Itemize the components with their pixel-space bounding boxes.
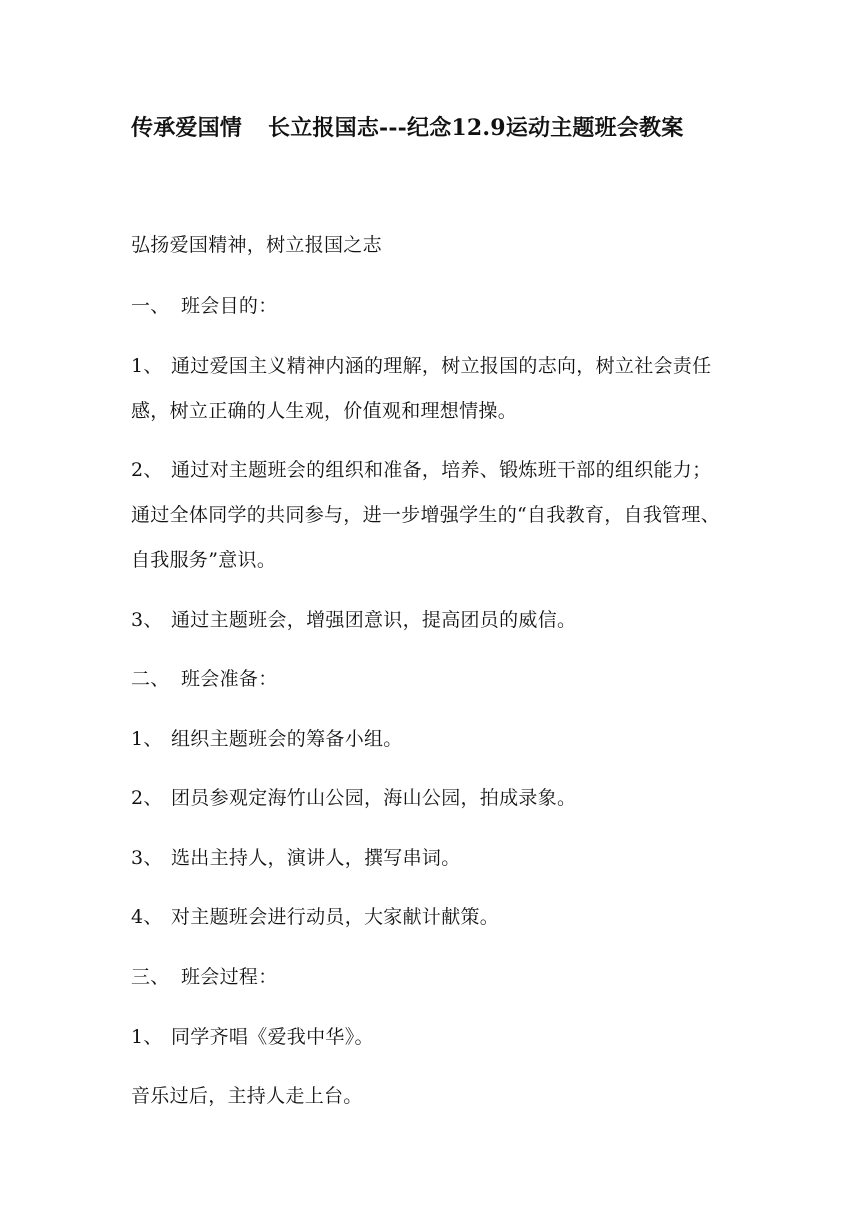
section-1-item-1 bbox=[131, 350, 711, 382]
section-1-title: 班会目的： bbox=[181, 295, 278, 317]
item-text: 对主题班会进行动员，大家献计献策。 bbox=[171, 906, 500, 928]
section-2-title: 班会准备： bbox=[181, 668, 278, 690]
item-text: 组织主题班会的筹备小组。 bbox=[171, 728, 403, 750]
section-3-note: 音乐过后，主持人走上台。 bbox=[131, 1085, 363, 1107]
item-text: 通过主题班会，增强团意识，提高团员的威信。 bbox=[171, 609, 577, 631]
title-part-2: 长立报国志---纪念12.9运动主题班会教案 bbox=[268, 115, 684, 141]
section-2-item-4 bbox=[131, 901, 499, 933]
section-1-item-2-continued-2: 自我服务”意识。 bbox=[131, 549, 277, 571]
section-3-number: 三、 bbox=[131, 966, 170, 988]
section-2-item-1 bbox=[131, 723, 403, 755]
item-number: 3、 bbox=[131, 847, 163, 869]
section-2-number: 二、 bbox=[131, 668, 170, 690]
section-3-title: 班会过程： bbox=[181, 966, 278, 988]
section-1-item-3 bbox=[131, 604, 576, 636]
item-text: 选出主持人，演讲人，撰写串词。 bbox=[171, 847, 461, 869]
section-3-item-1 bbox=[131, 1021, 374, 1053]
item-text: 同学齐唱《爱我中华》。 bbox=[171, 1026, 374, 1048]
section-2-item-3 bbox=[131, 842, 461, 874]
section-2-heading bbox=[131, 663, 278, 695]
document-subtitle: 弘扬爱国精神，树立报国之志 bbox=[131, 234, 382, 256]
item-number: 1、 bbox=[131, 355, 163, 377]
section-1-item-1-continued: 感，树立正确的人生观，价值观和理想情操。 bbox=[131, 400, 518, 422]
section-2-item-2 bbox=[131, 782, 576, 814]
item-number: 2、 bbox=[131, 459, 163, 481]
item-number: 3、 bbox=[131, 609, 163, 631]
title-part-1: 传承爱国情 bbox=[131, 115, 243, 141]
section-1-number: 一、 bbox=[131, 295, 170, 317]
section-1-item-2-continued-1: 通过全体同学的共同参与，进一步增强学生的“自我教育，自我管理、 bbox=[131, 504, 721, 526]
item-number: 4、 bbox=[131, 906, 163, 928]
item-number: 2、 bbox=[131, 787, 163, 809]
section-1-heading bbox=[131, 290, 278, 322]
item-text: 通过对主题班会的组织和准备，培养、锻炼班干部的组织能力； bbox=[171, 459, 712, 481]
document-title bbox=[131, 110, 771, 146]
item-text: 团员参观定海竹山公园，海山公园，拍成录象。 bbox=[171, 787, 577, 809]
item-text: 通过爱国主义精神内涵的理解，树立报国的志向，树立社会责任 bbox=[171, 355, 712, 377]
item-number: 1、 bbox=[131, 1026, 163, 1048]
section-3-heading bbox=[131, 961, 278, 993]
item-number: 1、 bbox=[131, 728, 163, 750]
section-1-item-2 bbox=[131, 454, 711, 486]
